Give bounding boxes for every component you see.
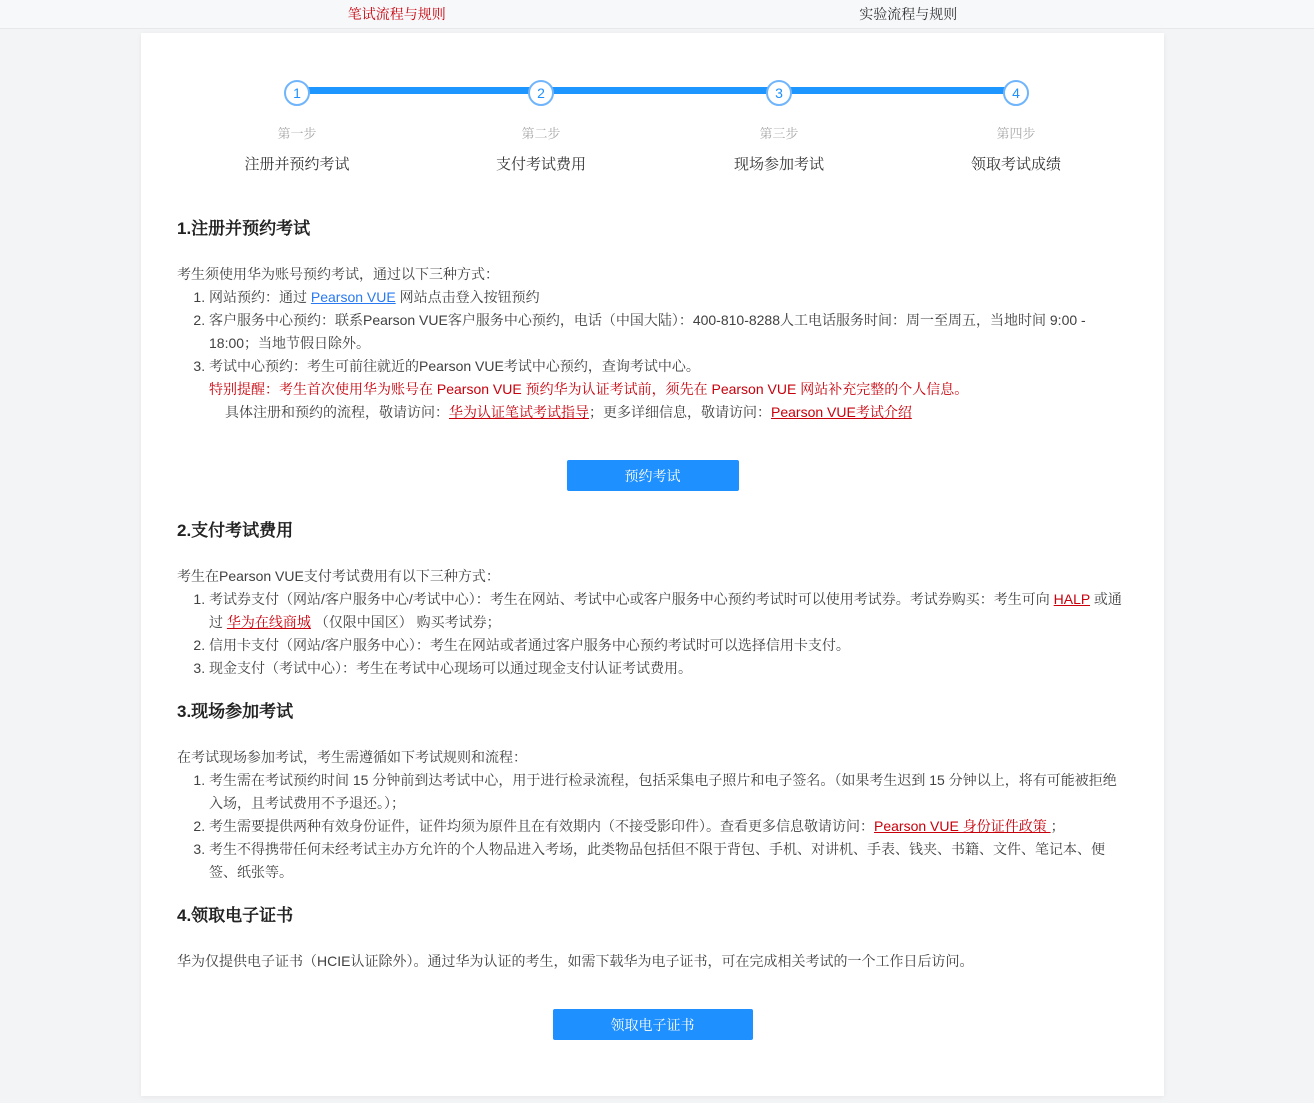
pearson-vue-link[interactable]: Pearson VUE [310,289,396,305]
section-3-title: 3.现场参加考试 [177,702,294,721]
pearson-vue-intro-link[interactable]: Pearson VUE考试介绍 [771,404,912,420]
section-4-title: 4.领取电子证书 [177,906,294,925]
step-4-label: 第四步 [996,126,1036,141]
book-exam-button[interactable]: 预约考试 [567,460,739,491]
step-2-circle: 2 [528,80,554,106]
section-3-intro: 在考试现场参加考试，考生需遵循如下考试规则和流程： [177,749,527,765]
section-4-intro: 华为仅提供电子证书（HCIE认证除外）。通过华为认证的考生，如需下载华为电子证书，可在完成相关考试的一个工作日后访问。 [177,953,974,969]
step-3-label: 第三步 [759,126,799,141]
item-text: 信用卡支付（网站/客户服务中心）：考生在网站或者通过客户服务中心预约考试时可以选择信用卡支付。 [209,637,850,653]
tab-strip [141,0,1164,29]
content-card [141,33,1164,1096]
step-2-label: 第二步 [521,126,561,141]
section-1-intro: 考生须使用华为账号预约考试，通过以下三种方式： [177,266,499,282]
tab-written-exam[interactable]: 笔试流程与规则 [347,6,446,22]
list-item [209,838,1128,884]
stepper-connector-line [297,87,1017,94]
get-certificate-button[interactable]: 领取电子证书 [553,1009,753,1040]
section-2-intro: 考生在Pearson VUE支付考试费用有以下三种方式： [177,568,500,584]
special-reminder-text: 特别提醒：考生首次使用华为账号在 Pearson VUE 预约华为认证考试前，须先在 Pearson VUE 网站补充完整的个人信息。 [209,381,969,397]
item-text: 现金支付（考试中心）：考生在考试中心现场可以通过现金支付认证考试费用。 [209,660,692,676]
item-text: （仅限中国区） 购买考试券； [310,614,501,630]
step-3-title: 现场参加考试 [733,156,824,173]
list-item [209,815,1128,838]
tab-lab-exam[interactable]: 实验流程与规则 [859,6,958,22]
list-item [209,355,1128,378]
registration-guide-line [225,401,1128,424]
step-1-circle: 1 [284,80,310,106]
item-text: 考生不得携带任何未经考试主办方允许的个人物品进入考场，此类物品包括但不限于背包、手机、对讲机、手表、钱夹、书籍、文件、笔记本、便签、纸张等。 [209,841,1105,880]
step-3-circle: 3 [766,80,792,106]
step-2-title: 支付考试费用 [495,156,586,173]
step-1-title: 注册并预约考试 [244,156,350,173]
list-item [209,657,1128,680]
top-tab-bar [0,0,1314,29]
section-3-list [177,769,1128,884]
section-2-list [177,588,1128,680]
item-text: ； [1050,818,1065,834]
exam-step-indicator [141,33,1164,217]
step-1-label: 第一步 [277,126,317,141]
huawei-online-store-link[interactable]: 华为在线商城 [226,614,311,630]
id-policy-link[interactable]: Pearson VUE 身份证件政策 [874,818,1051,834]
item-text: 考试券支付（网站/客户服务中心/考试中心）：考生在网站、考试中心或客户服务中心预约考试时可以使用考试券。考试券购买：考生可向 [209,591,1054,607]
list-item [209,634,1128,657]
list-item [209,309,1128,355]
section-1-list [177,286,1128,378]
section-2-title: 2.支付考试费用 [177,521,294,540]
section-1-title: 1.注册并预约考试 [177,219,311,238]
guide-text: 具体注册和预约的流程，敬请访问： [225,404,449,420]
list-item [209,769,1128,815]
item-text: 考试中心预约：考生可前往就近的Pearson VUE考试中心预约，查询考试中心。 [209,358,700,374]
page-content [141,217,1164,1040]
step-4-circle: 4 [1003,80,1029,106]
written-exam-guide-link[interactable]: 华为认证笔试考试指导 [449,404,589,420]
item-text: 考生需要提供两种有效身份证件，证件均须为原件且在有效期内（不接受影印件）。查看更多信息敬请访问： [209,818,874,834]
list-item [209,588,1128,634]
guide-text: ；更多详细信息，敬请访问： [589,404,771,420]
item-text: 网站预约：通过 [209,289,311,305]
item-text: 网站点击登入按钮预约 [395,289,540,305]
item-text: 或通过 [209,591,1122,630]
step-4-title: 领取考试成绩 [970,156,1061,173]
halp-link[interactable]: HALP [1053,591,1090,607]
item-text: 考生需在考试预约时间 15 分钟前到达考试中心，用于进行检录流程，包括采集电子照片和电子签名。（如果考生迟到 15 分钟以上，将有可能被拒绝入场，且考试费用不予退还。）； [209,772,1117,811]
list-item [209,286,1128,309]
item-text: 客户服务中心预约：联系Pearson VUE客户服务中心预约，电话（中国大陆）：400-810-8288人工电话服务时间：周一至周五，当地时间 9:00 - 18:00；当地节假日除外。 [209,312,1086,351]
